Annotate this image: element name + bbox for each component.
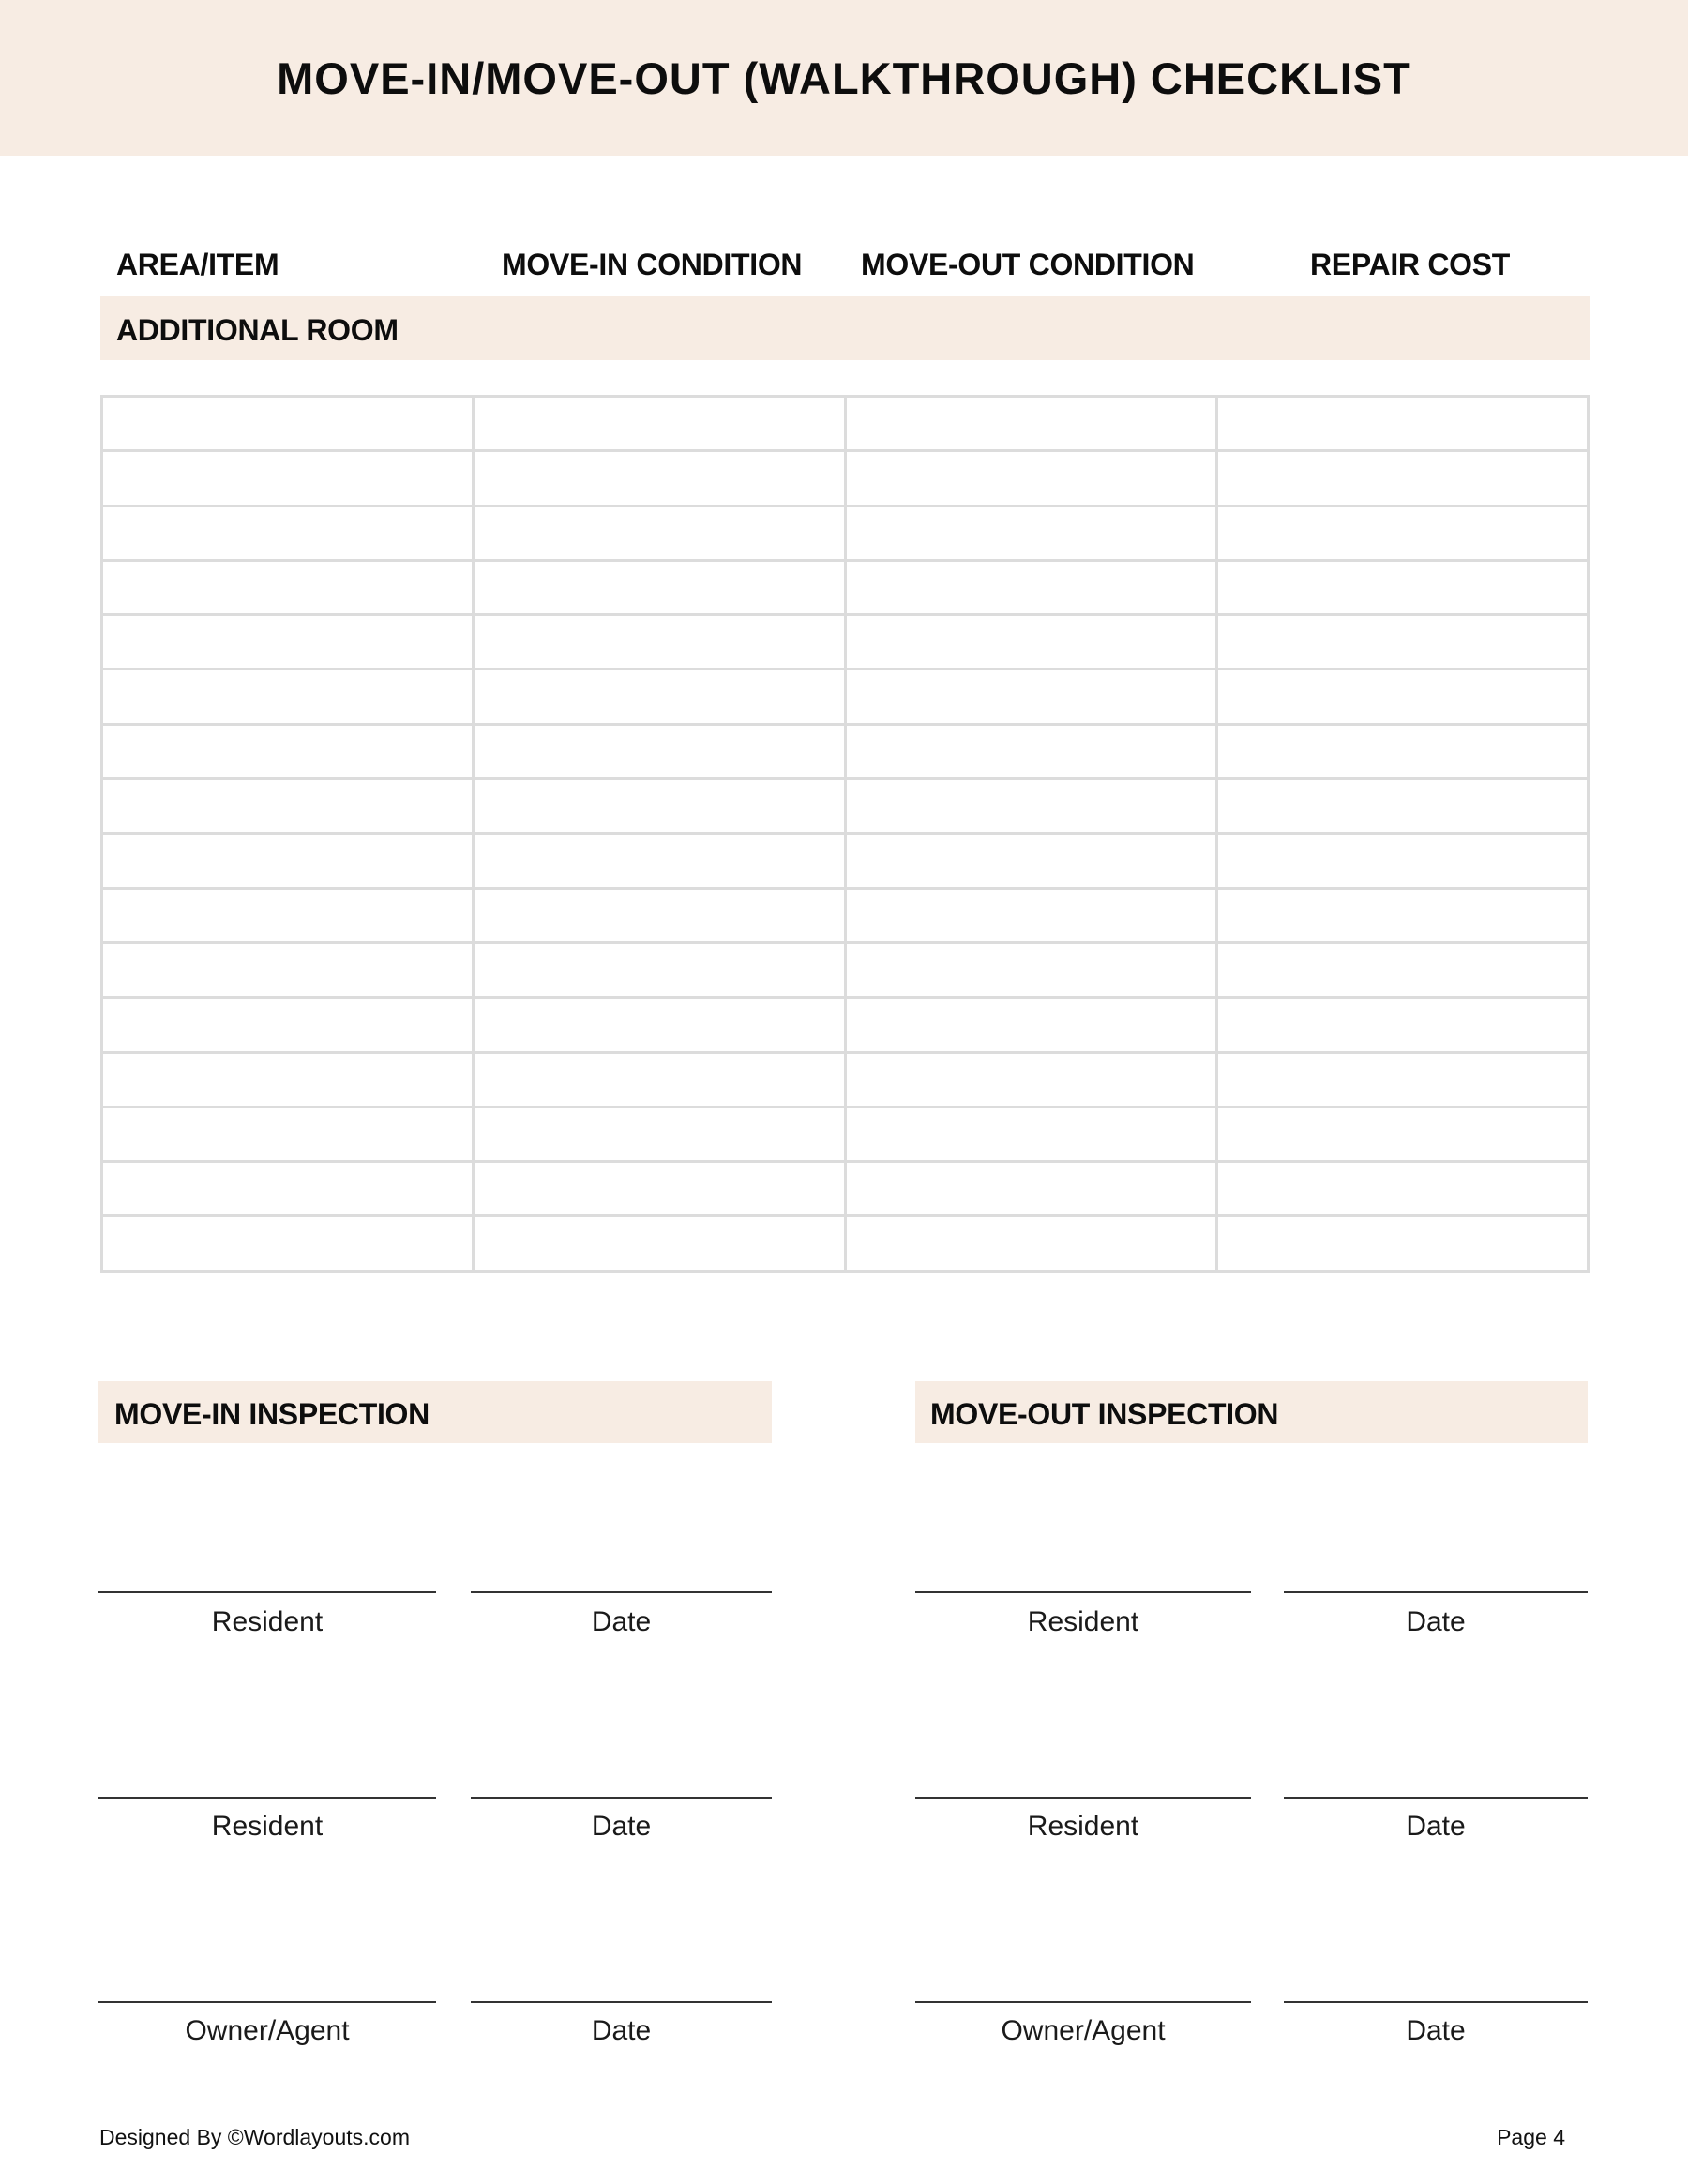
move-out-condition-cell[interactable] — [845, 670, 1216, 724]
move-in-date-3-label: Date — [591, 2015, 652, 2046]
table-row — [102, 1107, 1589, 1161]
area-item-cell[interactable] — [102, 1107, 474, 1161]
table-row — [102, 888, 1589, 942]
move-out-condition-cell[interactable] — [845, 834, 1216, 888]
move-out-condition-cell[interactable] — [845, 888, 1216, 942]
move-out-date-1-label: Date — [1406, 1606, 1466, 1637]
table-row — [102, 834, 1589, 888]
table-row — [102, 1216, 1589, 1271]
move-out-condition-cell[interactable] — [845, 1216, 1216, 1271]
area-item-cell[interactable] — [102, 779, 474, 834]
table-row — [102, 615, 1589, 670]
move-in-condition-cell[interactable] — [474, 779, 845, 834]
move-in-resident-2-signature-line[interactable] — [98, 1797, 436, 1799]
table-row — [102, 724, 1589, 778]
move-out-condition-cell[interactable] — [845, 1162, 1216, 1216]
move-in-resident-1-label: Resident — [211, 1606, 324, 1637]
move-out-resident-1-signature-line[interactable] — [915, 1591, 1251, 1593]
repair-cost-cell[interactable] — [1216, 505, 1588, 560]
move-in-condition-cell[interactable] — [474, 724, 845, 778]
area-item-cell[interactable] — [102, 670, 474, 724]
move-in-condition-cell[interactable] — [474, 1162, 845, 1216]
move-in-date-1-line[interactable] — [471, 1591, 772, 1593]
move-out-condition-cell[interactable] — [845, 505, 1216, 560]
move-in-date-2-line[interactable] — [471, 1797, 772, 1799]
move-out-condition-cell[interactable] — [845, 779, 1216, 834]
move-out-owner-agent-label: Owner/Agent — [1001, 2015, 1166, 2046]
column-header-area-item: AREA/ITEM — [116, 248, 279, 281]
table-row — [102, 1052, 1589, 1107]
repair-cost-cell[interactable] — [1216, 560, 1588, 614]
move-in-condition-cell[interactable] — [474, 397, 845, 451]
page-number: Page 4 — [1497, 2125, 1565, 2149]
move-out-date-2-line[interactable] — [1284, 1797, 1588, 1799]
repair-cost-cell[interactable] — [1216, 397, 1588, 451]
move-out-condition-cell[interactable] — [845, 615, 1216, 670]
table-row — [102, 779, 1589, 834]
page-title: MOVE-IN/MOVE-OUT (WALKTHROUGH) CHECKLIST — [277, 53, 1411, 103]
move-out-date-3-line[interactable] — [1284, 2001, 1588, 2003]
checklist-table — [100, 395, 1590, 1273]
repair-cost-cell[interactable] — [1216, 1162, 1588, 1216]
column-header-move-in-condition: MOVE-IN CONDITION — [502, 248, 803, 281]
move-in-date-2-label: Date — [591, 1811, 652, 1842]
section-label-additional-room: ADDITIONAL ROOM — [116, 313, 399, 347]
repair-cost-cell[interactable] — [1216, 998, 1588, 1052]
table-row — [102, 1162, 1589, 1216]
repair-cost-cell[interactable] — [1216, 1052, 1588, 1107]
move-in-condition-cell[interactable] — [474, 560, 845, 614]
move-out-condition-cell[interactable] — [845, 560, 1216, 614]
move-in-owner-agent-label: Owner/Agent — [185, 2015, 350, 2046]
repair-cost-cell[interactable] — [1216, 1107, 1588, 1161]
footer-credit: Designed By ©Wordlayouts.com — [99, 2125, 410, 2149]
table-row — [102, 505, 1589, 560]
move-in-condition-cell[interactable] — [474, 834, 845, 888]
repair-cost-cell[interactable] — [1216, 1216, 1588, 1271]
repair-cost-cell[interactable] — [1216, 888, 1588, 942]
move-in-condition-cell[interactable] — [474, 942, 845, 997]
move-in-resident-1-signature-line[interactable] — [98, 1591, 436, 1593]
move-in-condition-cell[interactable] — [474, 998, 845, 1052]
move-in-condition-cell[interactable] — [474, 451, 845, 505]
table-row — [102, 670, 1589, 724]
area-item-cell[interactable] — [102, 615, 474, 670]
move-out-condition-cell[interactable] — [845, 998, 1216, 1052]
area-item-cell[interactable] — [102, 834, 474, 888]
repair-cost-cell[interactable] — [1216, 834, 1588, 888]
move-out-condition-cell[interactable] — [845, 724, 1216, 778]
area-item-cell[interactable] — [102, 505, 474, 560]
move-out-inspection-heading: MOVE-OUT INSPECTION — [930, 1397, 1279, 1431]
area-item-cell[interactable] — [102, 397, 474, 451]
area-item-cell[interactable] — [102, 451, 474, 505]
area-item-cell[interactable] — [102, 998, 474, 1052]
area-item-cell[interactable] — [102, 724, 474, 778]
move-in-condition-cell[interactable] — [474, 670, 845, 724]
area-item-cell[interactable] — [102, 1162, 474, 1216]
area-item-cell[interactable] — [102, 560, 474, 614]
move-in-condition-cell[interactable] — [474, 1107, 845, 1161]
move-out-date-2-label: Date — [1406, 1811, 1466, 1842]
move-out-condition-cell[interactable] — [845, 942, 1216, 997]
move-in-condition-cell[interactable] — [474, 888, 845, 942]
move-in-inspection-heading: MOVE-IN INSPECTION — [114, 1397, 430, 1431]
repair-cost-cell[interactable] — [1216, 451, 1588, 505]
move-in-date-3-line[interactable] — [471, 2001, 772, 2003]
column-header-move-out-condition: MOVE-OUT CONDITION — [861, 248, 1195, 281]
repair-cost-cell[interactable] — [1216, 724, 1588, 778]
move-out-condition-cell[interactable] — [845, 397, 1216, 451]
move-out-resident-2-signature-line[interactable] — [915, 1797, 1251, 1799]
move-out-condition-cell[interactable] — [845, 1052, 1216, 1107]
area-item-cell[interactable] — [102, 1052, 474, 1107]
move-out-condition-cell[interactable] — [845, 451, 1216, 505]
table-row — [102, 560, 1589, 614]
move-out-owner-agent-signature-line[interactable] — [915, 2001, 1251, 2003]
move-in-date-1-label: Date — [591, 1606, 652, 1637]
move-in-condition-cell[interactable] — [474, 1052, 845, 1107]
move-out-resident-2-label: Resident — [1027, 1811, 1139, 1842]
move-in-owner-agent-signature-line[interactable] — [98, 2001, 436, 2003]
move-out-resident-1-label: Resident — [1027, 1606, 1139, 1637]
table-row — [102, 397, 1589, 451]
repair-cost-cell[interactable] — [1216, 942, 1588, 997]
table-row — [102, 998, 1589, 1052]
area-item-cell[interactable] — [102, 942, 474, 997]
repair-cost-cell[interactable] — [1216, 779, 1588, 834]
move-in-condition-cell[interactable] — [474, 1216, 845, 1271]
table-row — [102, 451, 1589, 505]
repair-cost-cell[interactable] — [1216, 615, 1588, 670]
move-out-date-3-label: Date — [1406, 2015, 1466, 2046]
move-in-condition-cell[interactable] — [474, 615, 845, 670]
table-row — [102, 942, 1589, 997]
area-item-cell[interactable] — [102, 1216, 474, 1271]
move-out-date-1-line[interactable] — [1284, 1591, 1588, 1593]
move-out-condition-cell[interactable] — [845, 1107, 1216, 1161]
column-header-repair-cost: REPAIR COST — [1310, 248, 1511, 281]
move-in-resident-2-label: Resident — [211, 1811, 324, 1842]
repair-cost-cell[interactable] — [1216, 670, 1588, 724]
area-item-cell[interactable] — [102, 888, 474, 942]
move-in-condition-cell[interactable] — [474, 505, 845, 560]
